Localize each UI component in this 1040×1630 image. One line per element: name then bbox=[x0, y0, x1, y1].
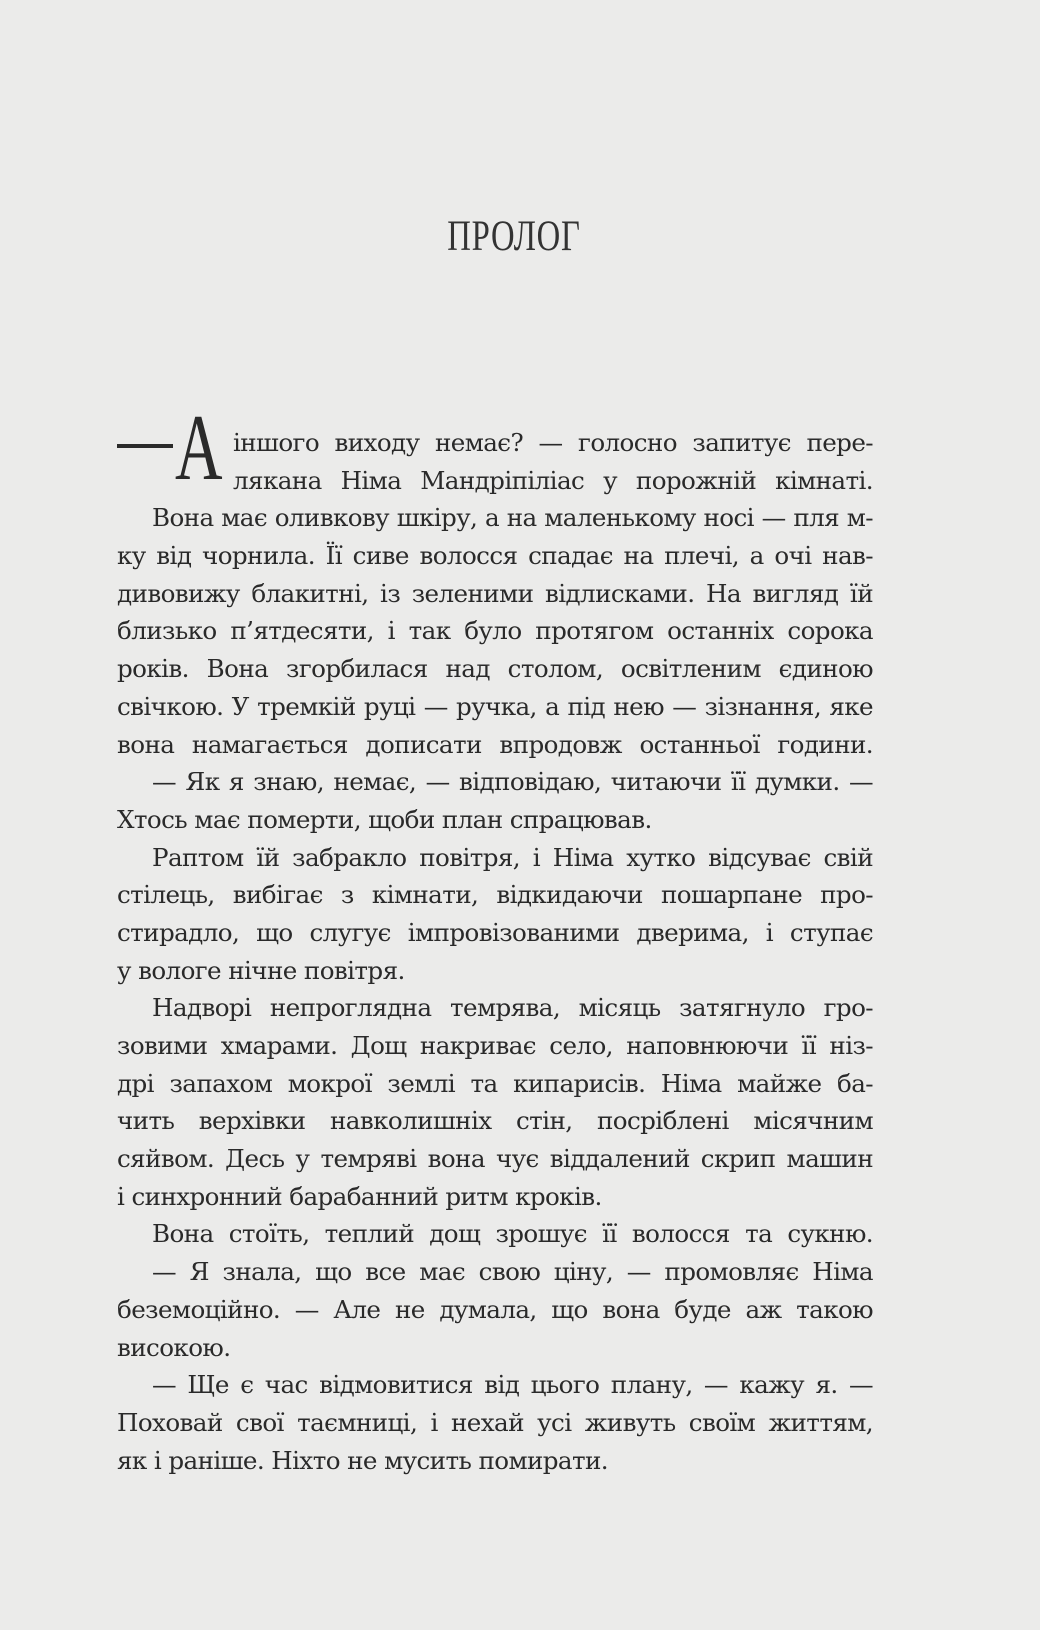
text-line: сяйвом. Десь у темряві вона чує віддалений скрип машин bbox=[117, 1144, 873, 1174]
text-line: Хтось має померти, щоби план спрацював. bbox=[117, 804, 652, 834]
text-line: іншого виходу немає? — голосно запитує пере- bbox=[233, 428, 873, 457]
paragraph bbox=[117, 1253, 873, 1366]
text-line: беземоційно. — Але не думала, що вона буде аж такою bbox=[117, 1294, 873, 1324]
text-line: — Ще є час відмовитися від цього плану, — кажу я. — bbox=[152, 1370, 873, 1400]
chapter-title: ПРОЛОГ bbox=[447, 213, 581, 260]
text-line: Надворі непроглядна темрява, місяць затягнуло гро- bbox=[152, 993, 873, 1023]
text-line: лякана Німа Мандріпіліас у порожній кімнаті. bbox=[233, 465, 873, 495]
opening-paragraph bbox=[117, 396, 873, 500]
text-line: дивовижу блакитні, із зеленими відлисками. На вигляд їй bbox=[117, 578, 873, 608]
paragraph bbox=[117, 989, 873, 1215]
dialogue-dash bbox=[117, 444, 173, 448]
paragraph bbox=[117, 499, 873, 763]
text-line: — Як я знаю, немає, — відповідаю, читаючи її думки. — bbox=[152, 767, 873, 797]
chapter-body bbox=[117, 396, 873, 1479]
paragraph bbox=[117, 1366, 873, 1479]
text-line: Вона стоїть, теплий дощ зрошує її волосся та сукню. bbox=[152, 1219, 873, 1249]
text-line: Раптом їй забракло повітря, і Німа хутко відсуває свій bbox=[152, 842, 873, 872]
text-line: як і раніше. Ніхто не мусить помирати. bbox=[117, 1445, 609, 1475]
text-line: зовими хмарами. Дощ накриває село, наповнюючи її ніз- bbox=[117, 1031, 873, 1060]
text-line: ку від чорнила. Її сиве волосся спадає на плечі, а очі нав- bbox=[117, 541, 873, 571]
text-line: і синхронний барабанний ритм кроків. bbox=[117, 1181, 602, 1211]
text-line: високою. bbox=[117, 1332, 231, 1362]
text-line: Поховай свої таємниці, і нехай усі живуть своїм життям, bbox=[117, 1407, 873, 1437]
text-line: — Я знала, що все має свою ціну, — промовляє Німа bbox=[152, 1257, 873, 1287]
text-line: стирадло, що слугує імпровізованими дверима, і ступає bbox=[117, 917, 873, 947]
paragraph bbox=[117, 763, 873, 838]
text-line: років. Вона згорбилася над столом, освітленим єдиною bbox=[117, 654, 873, 684]
text-line: стілець, вибігає з кімнати, відкидаючи пошарпане про- bbox=[117, 880, 873, 910]
text-line: свічкою. У тремкій руці — ручка, а під нею — зізнання, яке bbox=[117, 691, 873, 721]
paragraph bbox=[117, 839, 873, 990]
text-line: дрі запахом мокрої землі та кипарисів. Німа майже ба- bbox=[117, 1068, 873, 1098]
text-line: близько п’ятдесяти, і так було протягом останніх сорока bbox=[117, 616, 873, 646]
text-line: у вологе нічне повітря. bbox=[117, 955, 405, 985]
dropcap-letter: А bbox=[175, 396, 223, 500]
paragraph bbox=[117, 1215, 873, 1253]
text-line: вона намагається дописати впродовж останньої години. bbox=[117, 729, 873, 759]
text-line: Вона має оливкову шкіру, а на маленькому носі — пля м- bbox=[152, 503, 873, 533]
dropcap bbox=[117, 396, 233, 500]
text-line: чить верхівки навколишніх стін, посріблені місячним bbox=[117, 1106, 873, 1136]
